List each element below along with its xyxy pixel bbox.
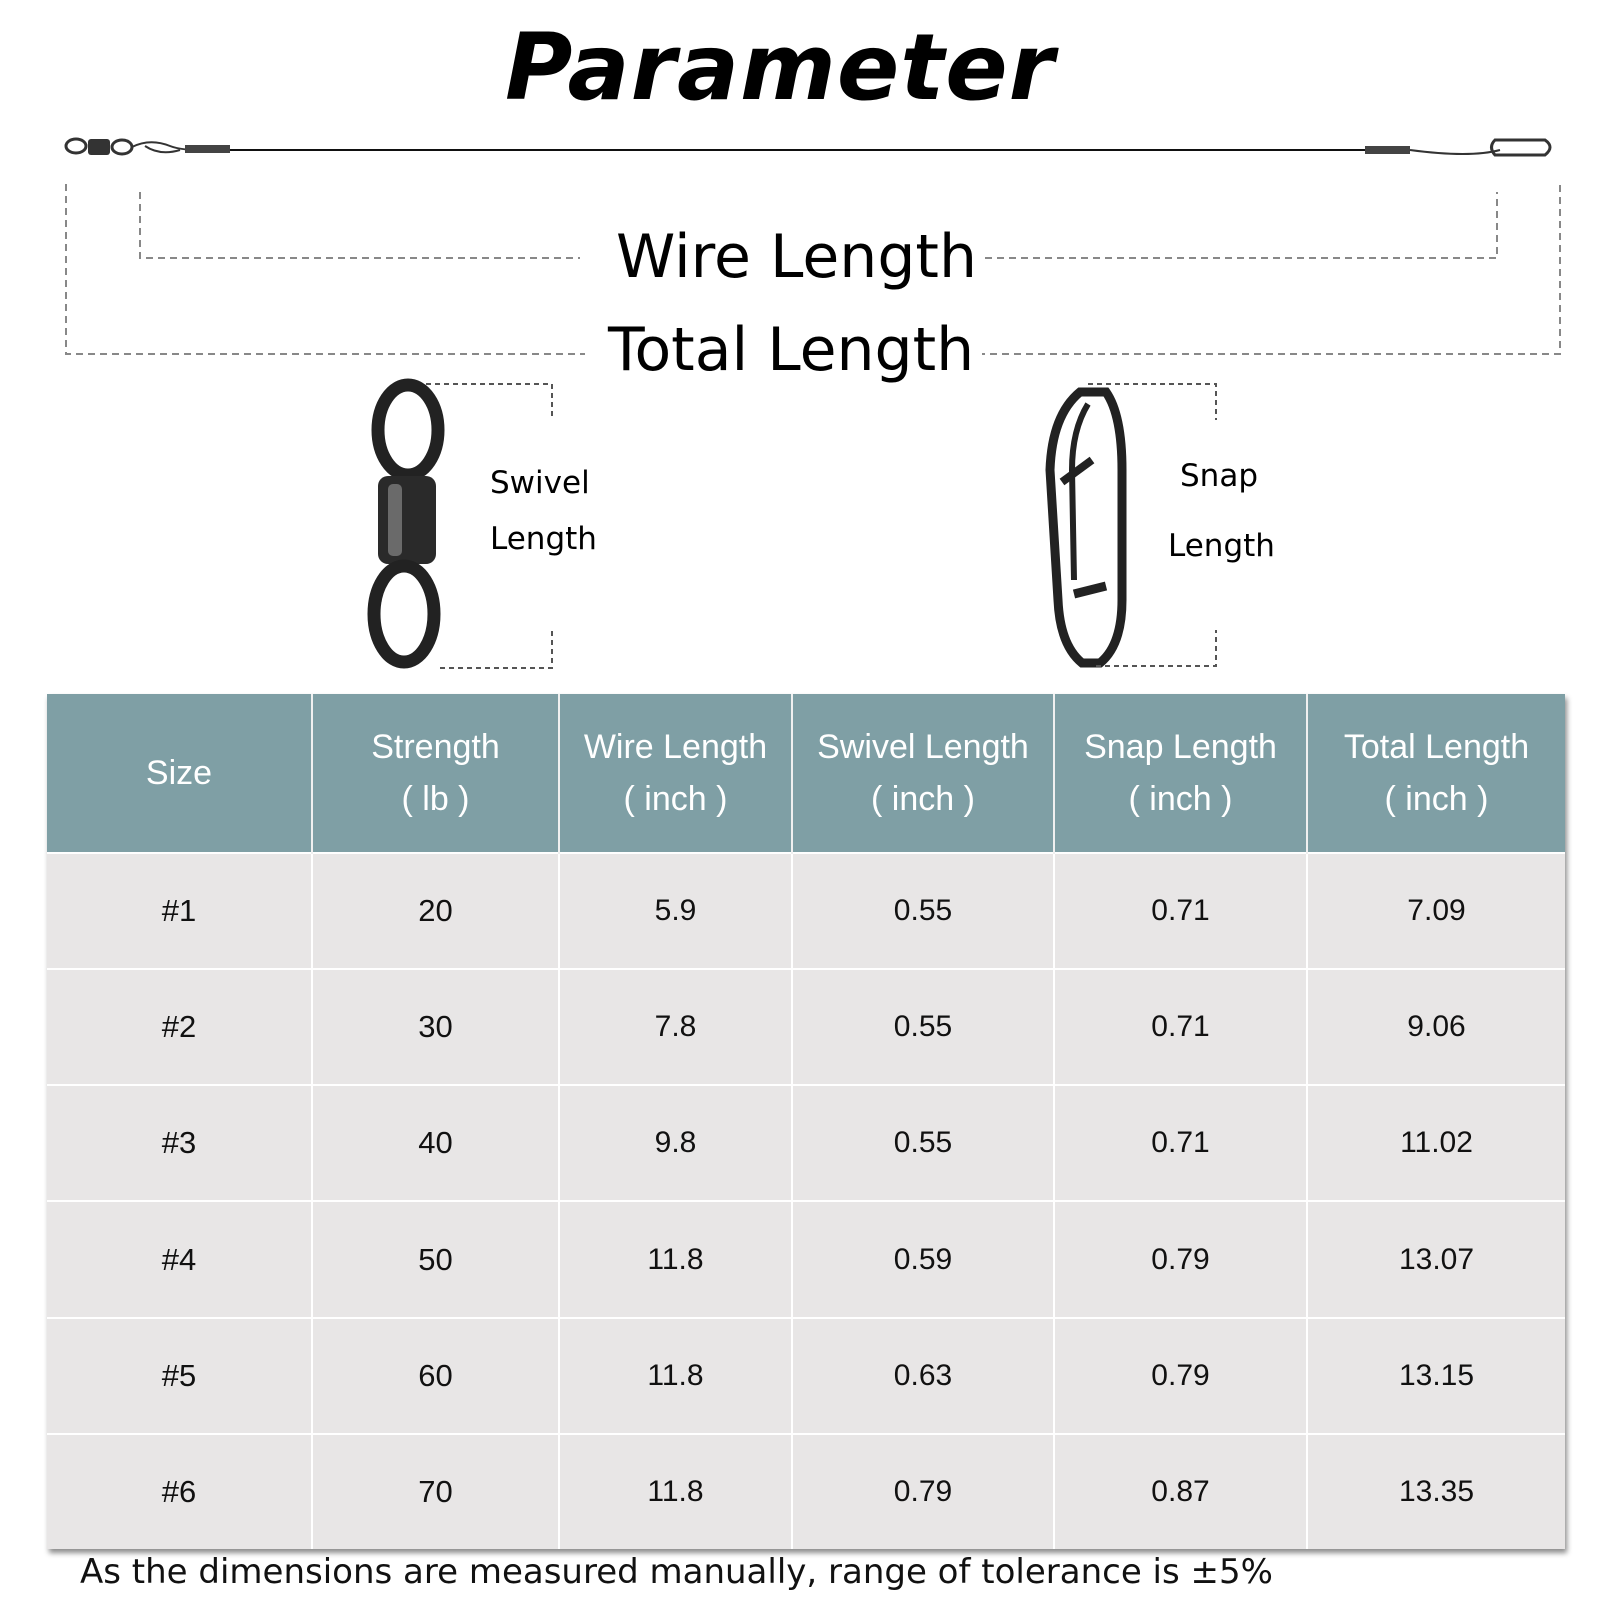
cell-wire-length: 5.9 [559, 853, 792, 969]
cell-size: #3 [47, 1085, 312, 1201]
header-total-length: Total Length ( inch ) [1307, 694, 1565, 853]
cell-size: #6 [47, 1434, 312, 1549]
table-header-row [47, 694, 1565, 853]
wire-length-label: Wire Length [608, 222, 985, 292]
cell-wire-length: 11.8 [559, 1201, 792, 1317]
cell-total-length: 9.06 [1307, 969, 1565, 1085]
cell-swivel-length: 0.55 [792, 969, 1054, 1085]
header-wire-length: Wire Length ( inch ) [559, 694, 792, 853]
cell-snap-length: 0.79 [1054, 1201, 1307, 1317]
table-row [47, 853, 1565, 969]
tolerance-note: As the dimensions are measured manually, range of tolerance is ±5% [80, 1552, 1273, 1592]
cell-snap-length: 0.71 [1054, 1085, 1307, 1201]
table-row [47, 1434, 1565, 1549]
cell-swivel-length: 0.63 [792, 1318, 1054, 1434]
snap-icon [1050, 392, 1122, 663]
swivel-label-line2: Length [490, 521, 597, 557]
cell-snap-length: 0.71 [1054, 853, 1307, 969]
table-row [47, 1318, 1565, 1434]
snap-label-line2: Length [1168, 528, 1275, 564]
cell-wire-length: 7.8 [559, 969, 792, 1085]
cell-total-length: 11.02 [1307, 1085, 1565, 1201]
cell-total-length: 13.15 [1307, 1318, 1565, 1434]
snap-label-line1: Snap [1180, 458, 1258, 494]
swivel-label-line1: Swivel [490, 465, 590, 501]
cell-size: #2 [47, 969, 312, 1085]
cell-total-length: 7.09 [1307, 853, 1565, 969]
cell-snap-length: 0.71 [1054, 969, 1307, 1085]
cell-total-length: 13.07 [1307, 1201, 1565, 1317]
cell-wire-length: 11.8 [559, 1318, 792, 1434]
cell-strength: 20 [312, 853, 559, 969]
cell-total-length: 13.35 [1307, 1434, 1565, 1549]
header-size: Size [47, 694, 312, 853]
table-row [47, 969, 1565, 1085]
cell-wire-length: 9.8 [559, 1085, 792, 1201]
cell-strength: 40 [312, 1085, 559, 1201]
cell-size: #5 [47, 1318, 312, 1434]
cell-strength: 50 [312, 1201, 559, 1317]
cell-size: #4 [47, 1201, 312, 1317]
cell-strength: 60 [312, 1318, 559, 1434]
total-length-label: Total Length [600, 315, 982, 385]
cell-wire-length: 11.8 [559, 1434, 792, 1549]
header-strength: Strength ( lb ) [312, 694, 559, 853]
cell-swivel-length: 0.55 [792, 853, 1054, 969]
leader-wire-icon [66, 139, 1550, 155]
page-title: Parameter [504, 14, 1056, 121]
cell-swivel-length: 0.59 [792, 1201, 1054, 1317]
parameter-table [47, 694, 1565, 1549]
snap-length-bracket [1088, 384, 1216, 666]
header-swivel-length: Swivel Length ( inch ) [792, 694, 1054, 853]
header-snap-length: Snap Length ( inch ) [1054, 694, 1307, 853]
cell-snap-length: 0.87 [1054, 1434, 1307, 1549]
cell-swivel-length: 0.79 [792, 1434, 1054, 1549]
cell-strength: 70 [312, 1434, 559, 1549]
table-row [47, 1201, 1565, 1317]
cell-snap-length: 0.79 [1054, 1318, 1307, 1434]
swivel-icon [374, 385, 438, 662]
cell-size: #1 [47, 853, 312, 969]
cell-strength: 30 [312, 969, 559, 1085]
table-row [47, 1085, 1565, 1201]
cell-swivel-length: 0.55 [792, 1085, 1054, 1201]
